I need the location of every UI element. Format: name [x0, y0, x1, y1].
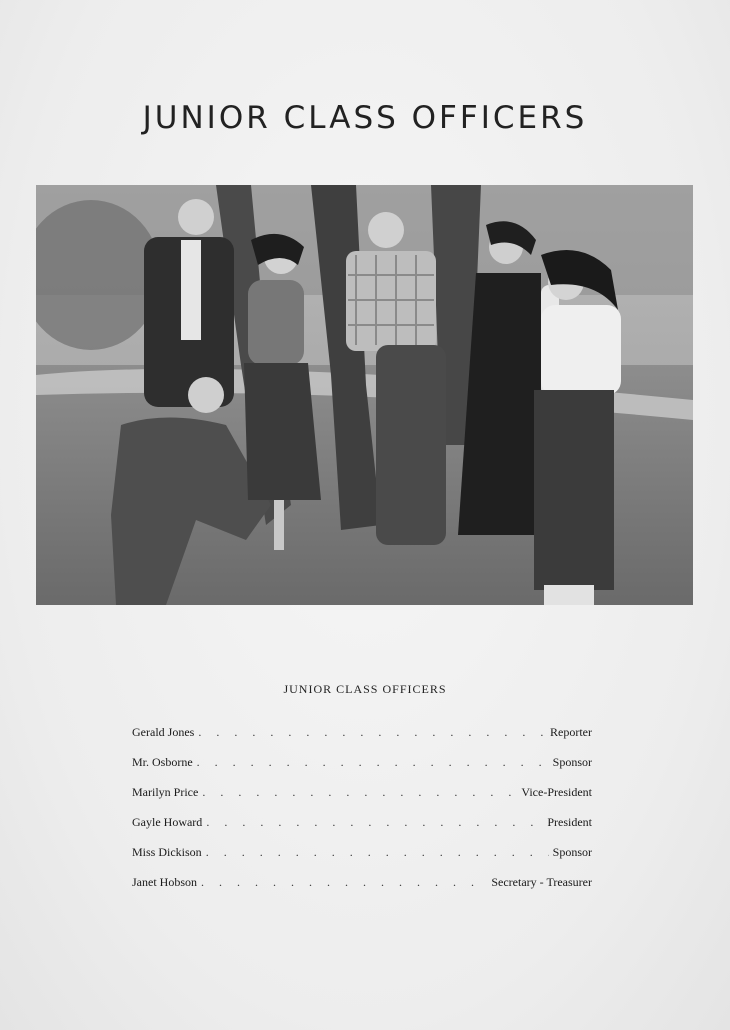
list-item: [132, 785, 592, 815]
roster-heading: JUNIOR CLASS OFFICERS: [283, 682, 447, 696]
list-item: [132, 755, 592, 785]
dot-leader: [206, 845, 549, 860]
officer-name: Gayle Howard: [132, 815, 203, 829]
dot-leader: [197, 755, 549, 770]
officer-list: [132, 725, 592, 905]
dot-leader: [198, 725, 546, 740]
officer-role: President: [547, 815, 592, 829]
officer-role: Sponsor: [552, 755, 592, 769]
list-item: [132, 815, 592, 845]
officer-name: Janet Hobson: [132, 875, 197, 889]
list-item: [132, 725, 592, 755]
officer-name: Gerald Jones: [132, 725, 195, 739]
group-photo: [36, 185, 693, 605]
officer-name: Miss Dickison: [132, 845, 202, 859]
officer-role: Sponsor: [552, 845, 592, 859]
officer-name: Marilyn Price: [132, 785, 199, 799]
group-photo-illustration: [36, 185, 693, 605]
officer-role: Reporter: [550, 725, 592, 739]
dot-leader: [201, 875, 487, 890]
officer-role: Secretary - Treasurer: [491, 875, 592, 889]
officer-name: Mr. Osborne: [132, 755, 193, 769]
list-item: [132, 845, 592, 875]
dot-leader: [202, 785, 517, 800]
officer-role: Vice-President: [521, 785, 592, 799]
list-item: [132, 875, 592, 905]
page-title: JUNIOR CLASS OFFICERS: [142, 100, 588, 136]
dot-leader: [206, 815, 543, 830]
